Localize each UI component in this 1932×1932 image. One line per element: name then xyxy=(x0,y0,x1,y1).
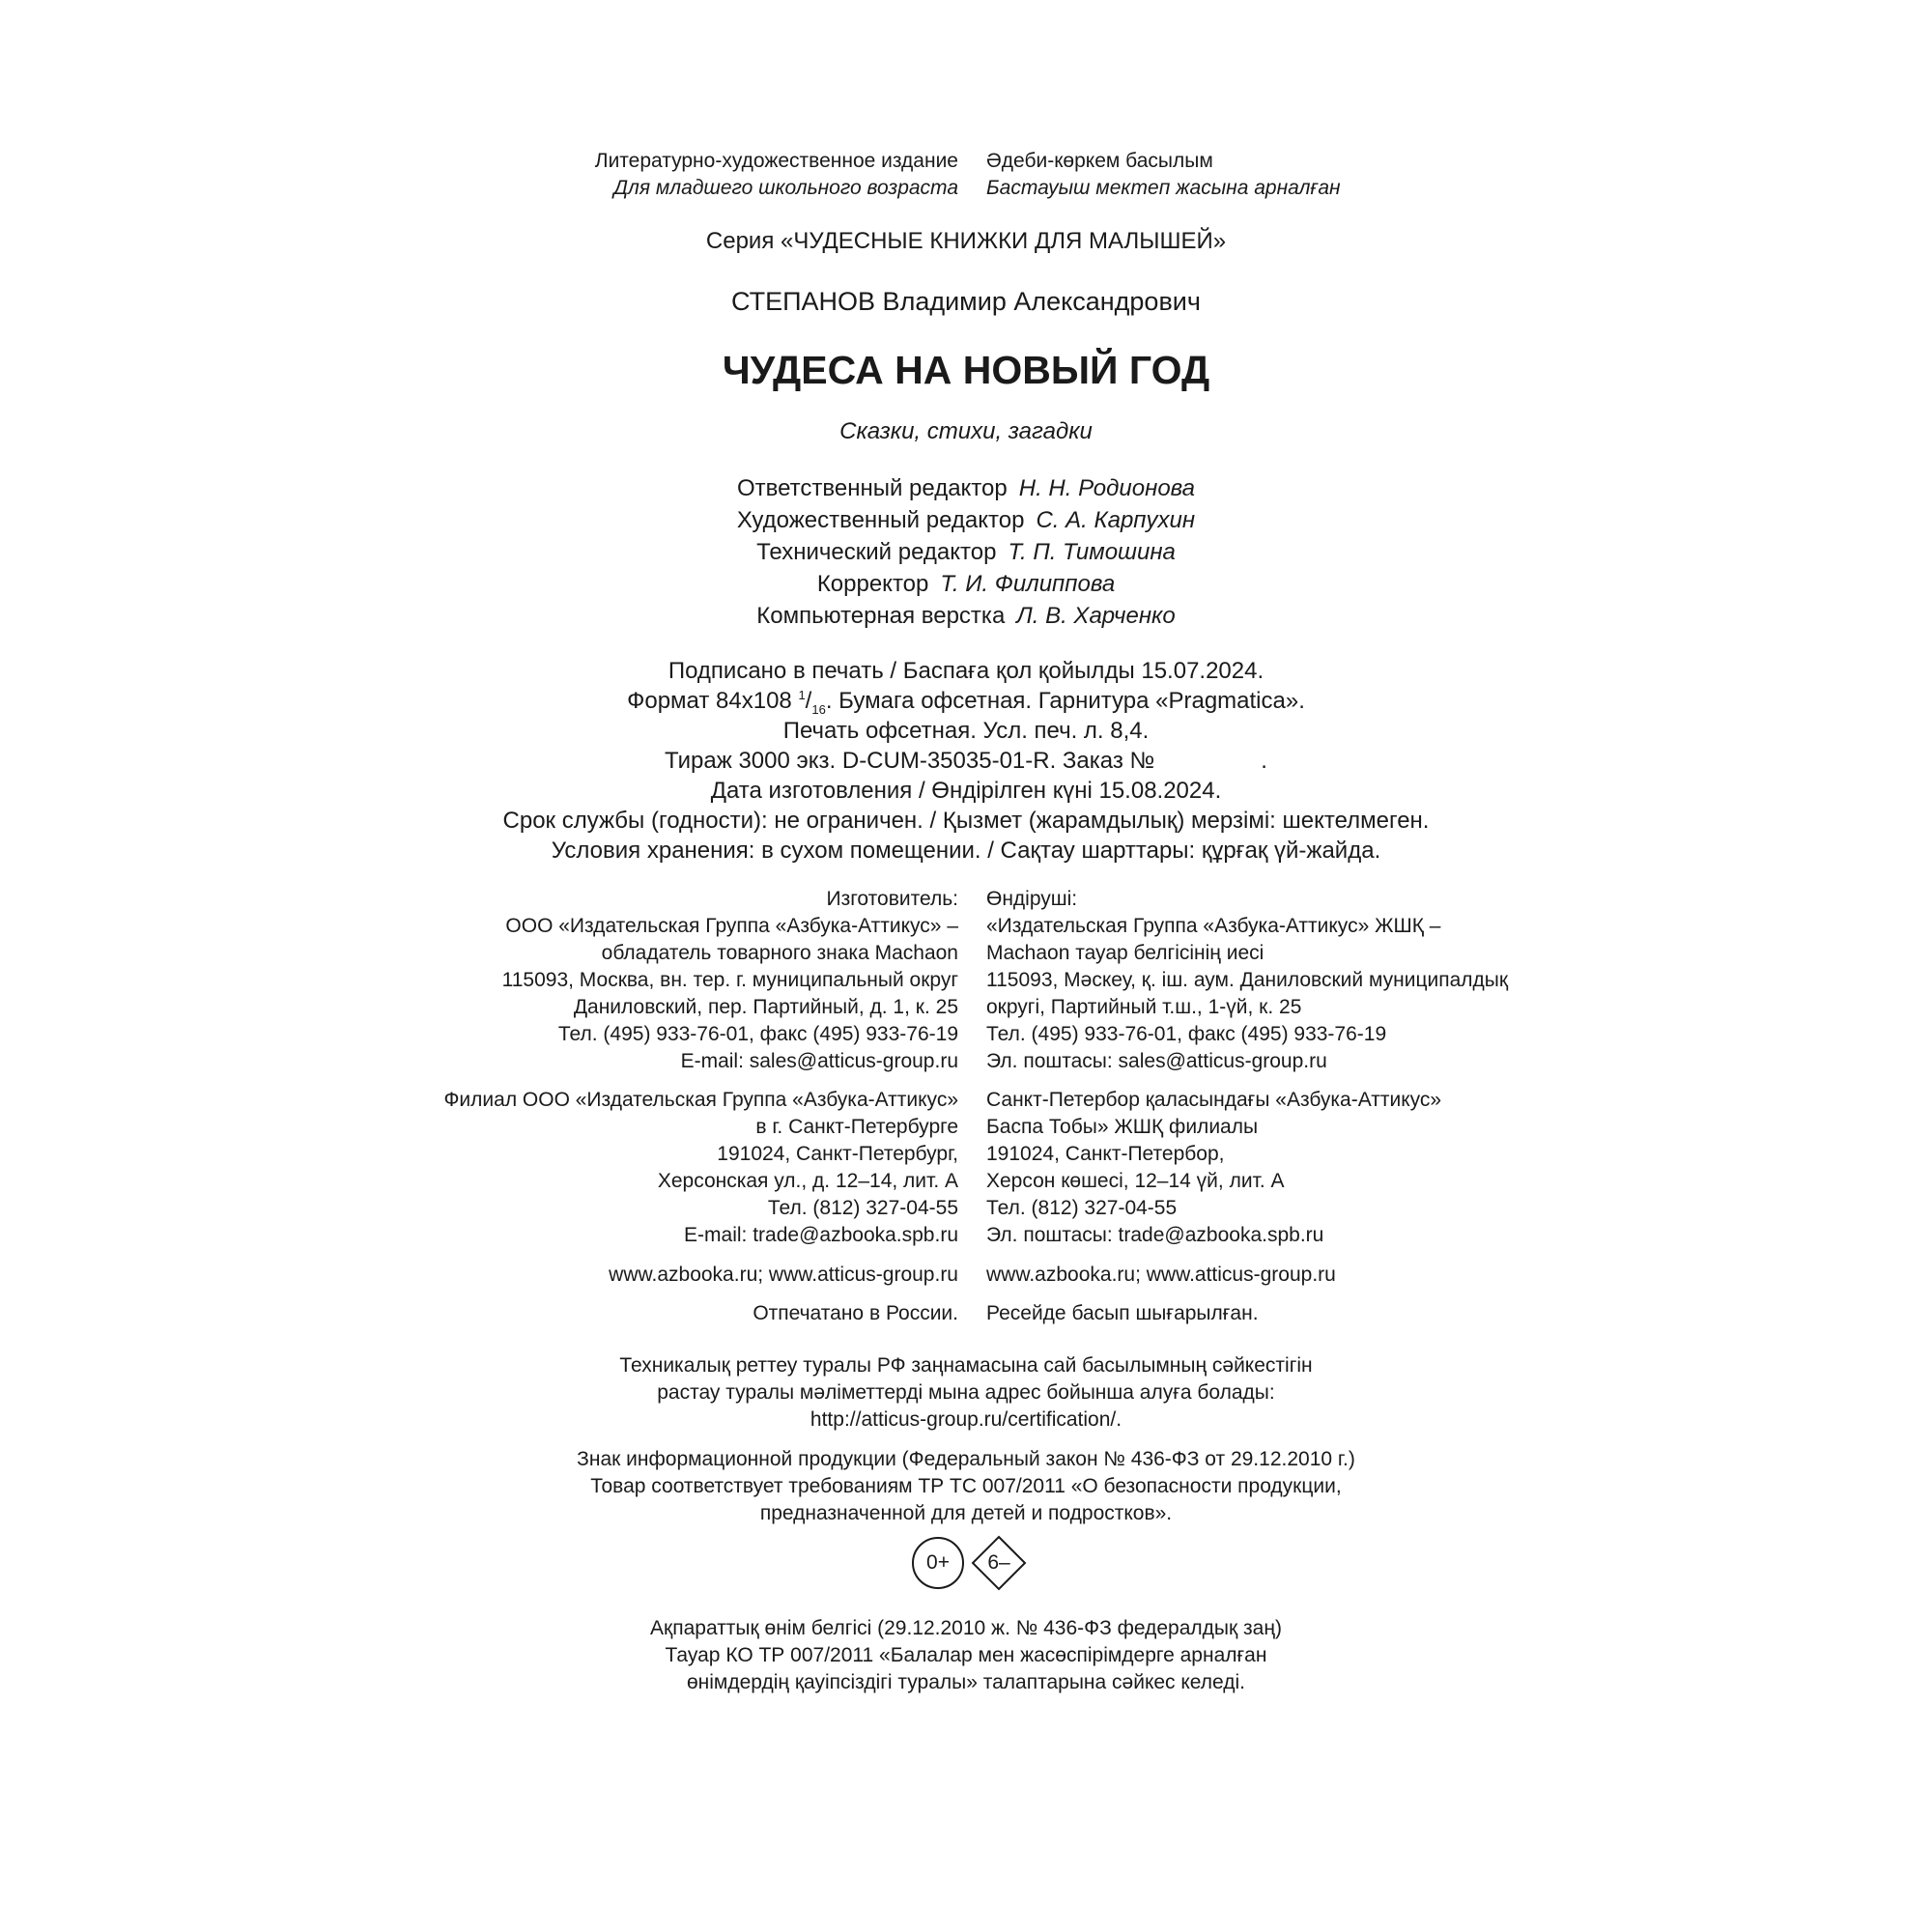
book-subtitle: Сказки, стихи, загадки xyxy=(839,418,1093,444)
mfr-kz-line: Тел. (495) 933-76-01, факс (495) 933-76-19 xyxy=(986,1023,1387,1045)
branch-ru-line: Херсонская ул., д. 12–14, лит. А xyxy=(657,1170,958,1192)
mfr-kz-line: округі, Партийный т.ш., 1-үй, к. 25 xyxy=(986,996,1302,1018)
printed-ru: Отпечатано в России. xyxy=(753,1302,958,1324)
mfr-ru-line: Тел. (495) 933-76-01, факс (495) 933-76-19 xyxy=(557,1023,958,1045)
credit-name: С. А. Карпухин xyxy=(1036,507,1196,533)
branch-kz-line: 191024, Санкт-Петербор, xyxy=(986,1143,1225,1165)
header-left-line-2: Для младшего школьного возраста xyxy=(613,177,958,199)
imprint-format: Формат 84x108 $^1/_{16}$. Бумага офсетная. Гарнитура «Pragmatica». xyxy=(627,688,1305,717)
format-sup: 1 xyxy=(798,688,806,702)
info-sign-ru-line: Товар соответствует требованиям ТР ТС 007/2011 «О безопасности продукции, xyxy=(590,1475,1342,1497)
diamond-rating-badge xyxy=(971,1535,1027,1591)
branch-kz-email: Эл. поштасы: trade@azbooka.spb.ru xyxy=(986,1224,1324,1246)
credit-name: Т. И. Филиппова xyxy=(940,571,1116,597)
tech-reg-url: http://atticus-group.ru/certification/. xyxy=(810,1408,1122,1431)
mfr-kz-line: 115093, Мәскеу, қ. іш. аум. Даниловский муниципалдық xyxy=(986,969,1509,991)
branch-ru-line: Тел. (812) 327-04-55 xyxy=(767,1197,958,1219)
format-suffix: . Бумага офсетная. Гарнитура «Pragmatica». xyxy=(825,688,1305,714)
credit-role: Ответственный редактор xyxy=(736,475,1008,501)
tech-reg-line: Техникалық реттеу туралы РФ заңнамасына сай басылымның сәйкестігін xyxy=(619,1354,1313,1377)
branch-block xyxy=(0,1087,1932,1249)
branch-ru-line: в г. Санкт-Петербурге xyxy=(755,1116,958,1138)
websites-block xyxy=(0,1262,1932,1289)
mfr-ru-line: обладатель товарного знака Machaon xyxy=(601,942,958,964)
info-sign-ru-line: Знак информационной продукции (Федеральный закон № 436-ФЗ от 29.12.2010 г.) xyxy=(577,1448,1355,1470)
info-sign-ru-line: предназначенной для детей и подростков». xyxy=(759,1502,1173,1524)
printed-block xyxy=(0,1300,1932,1327)
run-text: Тираж 3000 экз. D-CUM-35035-01-R. Заказ № xyxy=(665,748,1155,774)
format-prefix: Формат 84x108 xyxy=(627,688,799,714)
websites-ru: www.azbooka.ru; www.atticus-group.ru xyxy=(609,1264,958,1286)
book-title: ЧУДЕСА НА НОВЫЙ ГОД xyxy=(722,348,1210,392)
mfr-ru-line: Изготовитель: xyxy=(826,888,958,910)
manufacturer-block xyxy=(0,886,1932,1075)
diamond-rating-text: 6– xyxy=(987,1551,1010,1574)
header-block xyxy=(0,148,1932,202)
credit-line xyxy=(0,536,1932,568)
run-end: . xyxy=(1261,748,1267,774)
branch-ru-line: Филиал ООО «Издательская Группа «Азбука-Аттикус» xyxy=(443,1089,958,1111)
branch-ru-line: 191024, Санкт-Петербург, xyxy=(717,1143,958,1165)
imprint-print: Печать офсетная. Усл. печ. л. 8,4. xyxy=(782,718,1150,744)
imprint-manufactured: Дата изготовления / Өндірілген күні 15.08.2024. xyxy=(710,778,1222,804)
credit-role: Художественный редактор xyxy=(736,507,1025,533)
credit-line xyxy=(0,600,1932,632)
credit-name: Л. В. Харченко xyxy=(1016,603,1176,629)
credit-role: Компьютерная верстка xyxy=(756,603,1006,629)
credit-line xyxy=(0,472,1932,504)
credit-name: Н. Н. Родионова xyxy=(1018,475,1196,501)
header-right-line-2: Бастауыш мектеп жасына арналған xyxy=(986,177,1341,199)
age-rating-badge xyxy=(912,1537,964,1589)
mfr-kz-line: Өндіруші: xyxy=(986,888,1078,910)
imprint-service-life: Срок службы (годности): не ограничен. / Қызмет (жарамдылық) мерзімі: шектелмеген. xyxy=(502,808,1430,834)
branch-ru-email: E-mail: trade@azbooka.spb.ru xyxy=(684,1224,958,1246)
header-left-line-1: Литературно-художественное издание xyxy=(594,150,958,172)
mfr-kz-email: Эл. поштасы: sales@atticus-group.ru xyxy=(986,1050,1327,1072)
credit-line xyxy=(0,568,1932,600)
imprint-run xyxy=(0,745,1932,777)
mfr-ru-line: 115093, Москва, вн. тер. г. муниципальный округ xyxy=(501,969,958,991)
age-rating-text: 0+ xyxy=(926,1551,950,1574)
mfr-ru-line: Даниловский, пер. Партийный, д. 1, к. 25 xyxy=(573,996,958,1018)
author-name: СТЕПАНОВ Владимир Александрович xyxy=(731,287,1201,316)
series-line: Серия «ЧУДЕСНЫЕ КНИЖКИ ДЛЯ МАЛЫШЕЙ» xyxy=(705,228,1227,254)
header-right-line-1: Әдеби-көркем басылым xyxy=(986,150,1213,172)
mfr-ru-email: E-mail: sales@atticus-group.ru xyxy=(680,1050,958,1072)
credit-role: Корректор xyxy=(816,571,929,597)
branch-kz-line: Баспа Тобы» ЖШҚ филиалы xyxy=(986,1116,1259,1138)
branch-kz-line: Тел. (812) 327-04-55 xyxy=(986,1197,1178,1219)
tech-reg-line: растау туралы мәліметтерді мына адрес бойынша алуға болады: xyxy=(657,1381,1275,1404)
info-sign-kz-line: Ақпараттық өнім белгісі (29.12.2010 ж. № 436-ФЗ федералдық заң) xyxy=(650,1617,1282,1639)
printed-kz: Ресейде басып шығарылған. xyxy=(986,1302,1259,1324)
mfr-kz-line: Machaon тауар белгісінің иесі xyxy=(986,942,1264,964)
imprint-signed: Подписано в печать / Баспаға қол қойылды 15.07.2024. xyxy=(668,658,1264,684)
credit-role: Технический редактор xyxy=(756,539,997,565)
info-sign-kz-line: өнімдердің қауіпсіздігі туралы» талаптарына сәйкес келеді. xyxy=(686,1671,1246,1693)
websites-kz: www.azbooka.ru; www.atticus-group.ru xyxy=(986,1264,1336,1286)
branch-kz-line: Херсон көшесі, 12–14 үй, лит. А xyxy=(986,1170,1285,1192)
mfr-ru-line: ООО «Издательская Группа «Азбука-Аттикус» – xyxy=(505,915,958,937)
branch-kz-line: Санкт-Петербор қаласындағы «Азбука-Аттикус» xyxy=(986,1089,1442,1111)
format-sub: 16 xyxy=(811,701,826,717)
credit-name: Т. П. Тимошина xyxy=(1008,539,1176,565)
info-sign-kz-line: Тауар КО ТР 007/2011 «Балалар мен жасөспірімдерге арналған xyxy=(665,1644,1267,1666)
imprint-storage: Условия хранения: в сухом помещении. / Сақтау шарттары: құрғақ үй-жайда. xyxy=(551,838,1381,864)
mfr-kz-line: «Издательская Группа «Азбука-Аттикус» ЖШҚ – xyxy=(986,915,1441,937)
credit-line xyxy=(0,504,1932,536)
